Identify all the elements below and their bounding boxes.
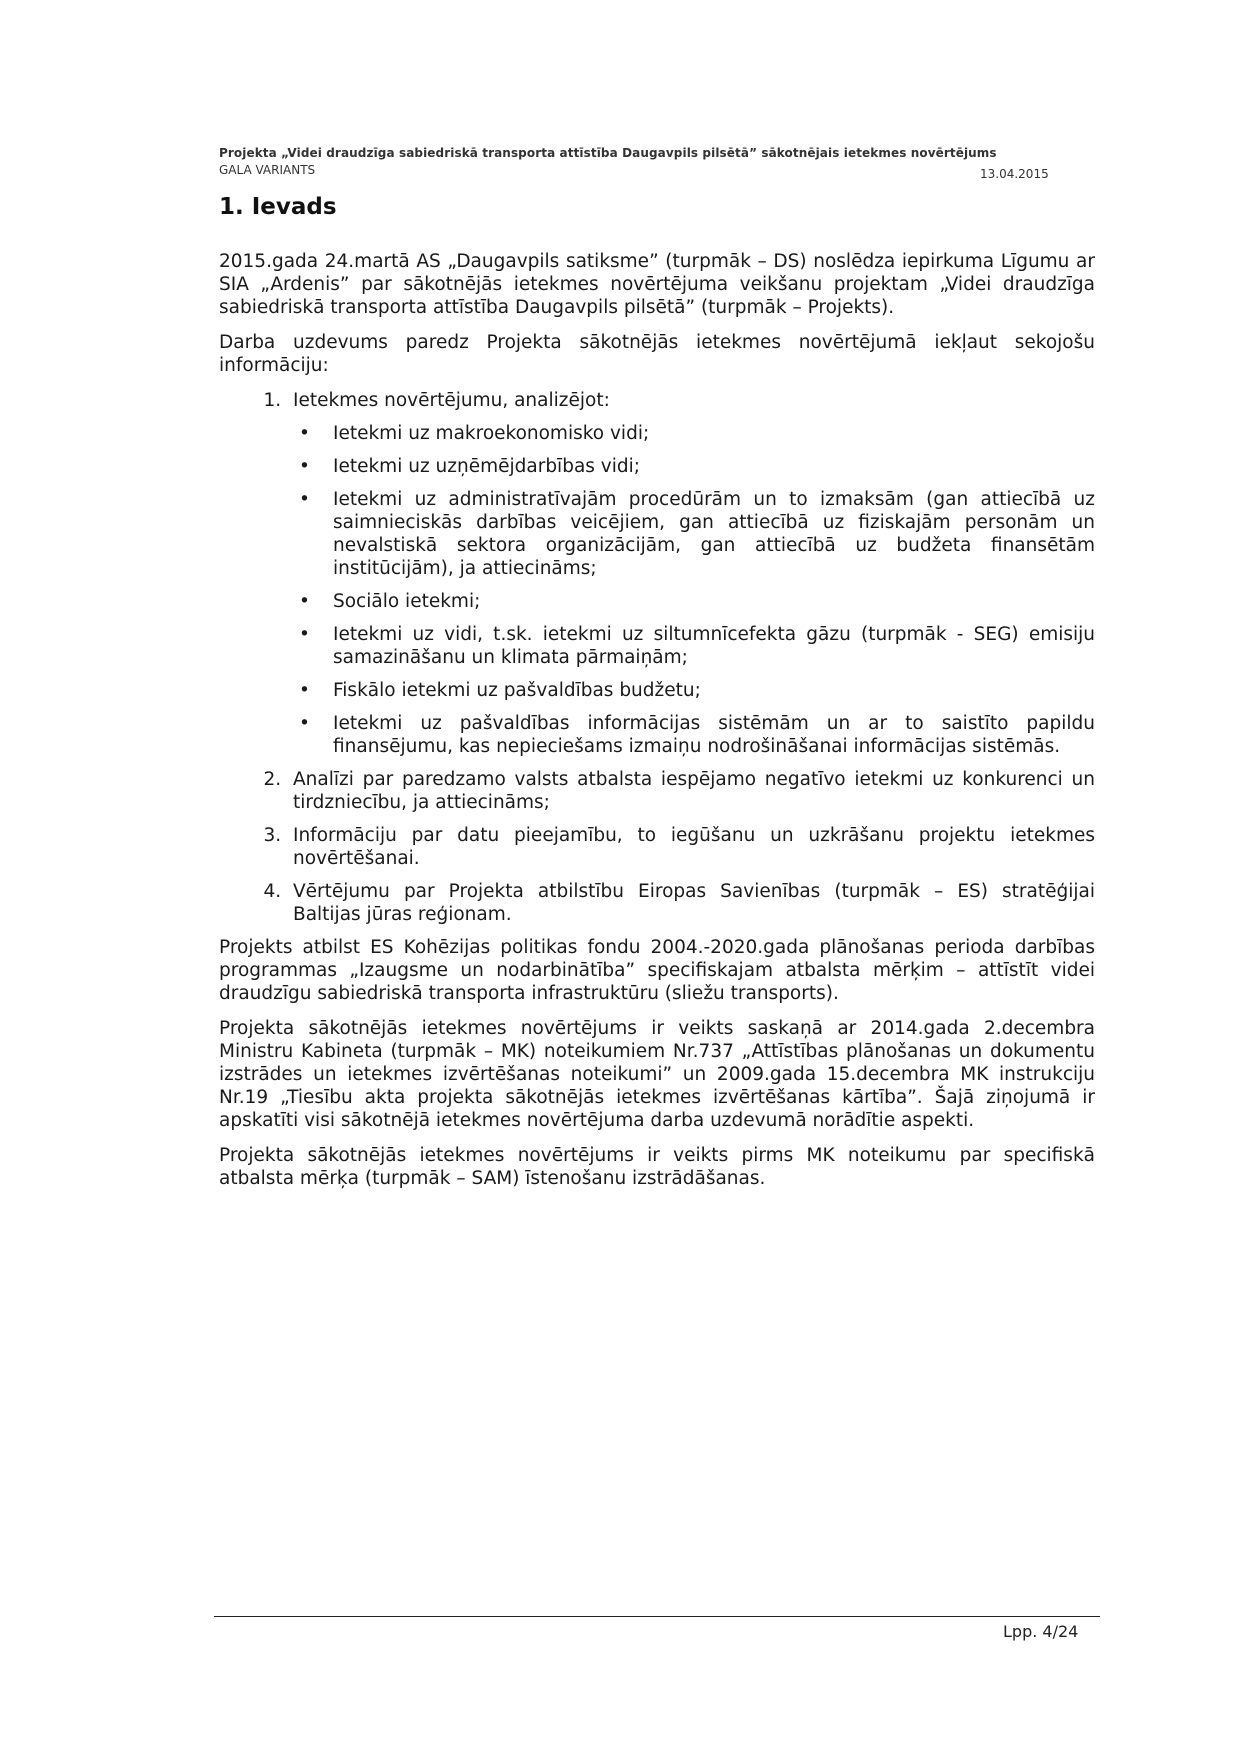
header-title: Projekta „Videi draudzīga sabiedriskā transporta attīstība Daugavpils pilsētā” sākotnējais ietekmes novērtējums bbox=[219, 146, 997, 160]
impact-sublist-item: • Sociālo ietekmi; bbox=[333, 590, 1095, 613]
impact-sublist bbox=[293, 422, 1095, 758]
impact-sublist-item: • Fiskālo ietekmi uz pašvaldības budžetu; bbox=[333, 679, 1095, 702]
impact-sublist-item: • Ietekmi uz pašvaldības informācijas sistēmām un ar to saistīto papildu finansējumu, kas nepieciešams izmaiņu nodrošināšanai informācijas sistēmās. bbox=[333, 712, 1095, 758]
task-list-item bbox=[287, 389, 1095, 758]
impact-sublist-item: • Ietekmi uz administratīvajām procedūrām un to izmaksām (gan attiecībā uz saimnieciskās darbības veicējiem, gan attiecībā uz fiziskajām personām un nevalstiskā sektora organizācijām, gan attiecībā uz budžeta finansētām institūcijām), ja attiecināms; bbox=[333, 488, 1095, 580]
section-title: 1. Ievads bbox=[219, 194, 337, 220]
header-date: 13.04.2015 bbox=[980, 167, 1049, 181]
impact-sublist-item: • Ietekmi uz vidi, t.sk. ietekmi uz siltumnīcefekta gāzu (turpmāk - SEG) emisiju samazināšanu un klimata pārmaiņām; bbox=[333, 623, 1095, 669]
paragraph-task: Darba uzdevums paredz Projekta sākotnējās ietekmes novērtējumā iekļaut sekojošu informāciju: bbox=[219, 332, 1095, 376]
document-body bbox=[219, 250, 1095, 1202]
header-variant: GALA VARIANTS bbox=[219, 163, 316, 177]
task-list-item: 4. Vērtējumu par Projekta atbilstību Eiropas Savienības (turpmāk – ES) stratēģijai Baltijas jūras reģionam. bbox=[287, 880, 1095, 926]
task-list-item-text: Ietekmes novērtējumu, analizējot: bbox=[293, 390, 610, 411]
task-list bbox=[219, 389, 1095, 926]
page-number: Lpp. 4/24 bbox=[1003, 1622, 1079, 1641]
paragraph-regulation: Projekta sākotnējās ietekmes novērtējums ir veikts saskaņā ar 2014.gada 2.decembra Ministru Kabineta (turpmāk – MK) noteikumiem Nr.737 „Attīstības plānošanas un dokumentu izstrādes un ietekmes izvērtēšanas noteikumi” un 2009.gada 15.decembra MK instrukciju Nr.19 „Tiesību akta projekta sākotnējās ietekmes izvērtēšanas kārtība”. Šajā ziņojumā ir apskatīti visi sākotnējā ietekmes novērtējuma darba uzdevumā norādītie aspekti. bbox=[219, 1018, 1095, 1131]
task-list-item: 3. Informāciju par datu pieejamību, to iegūšanu un uzkrāšanu projektu ietekmes novērtēšanai. bbox=[287, 824, 1095, 870]
footer-divider bbox=[214, 1616, 1100, 1617]
task-list-item: 2. Analīzi par paredzamo valsts atbalsta iespējamo negatīvo ietekmi uz konkurenci un tirdzniecību, ja attiecināms; bbox=[287, 768, 1095, 814]
paragraph-compliance: Projekts atbilst ES Kohēzijas politikas fondu 2004.-2020.gada plānošanas perioda darbības programmas „Izaugsme un nodarbinātība” specifiskajam atbalsta mērķim – attīstīt videi draudzīgu sabiedriskā transporta infrastruktūru (sliežu transports). bbox=[219, 937, 1095, 1004]
impact-sublist-item: • Ietekmi uz uzņēmējdarbības vidi; bbox=[333, 455, 1095, 478]
impact-sublist-item: • Ietekmi uz makroekonomisko vidi; bbox=[333, 422, 1095, 445]
paragraph-intro: 2015.gada 24.martā AS „Daugavpils satiksme” (turpmāk – DS) noslēdza iepirkuma Līgumu ar SIA „Ardenis” par sākotnējās ietekmes novērtējuma veikšanu projektam „Videi draudzīga sabiedriskā transporta attīstība Daugavpils pilsētā” (turpmāk – Projekts). bbox=[219, 251, 1095, 318]
paragraph-sam: Projekta sākotnējās ietekmes novērtējums ir veikts pirms MK noteikumu par specifiskā atbalsta mērķa (turpmāk – SAM) īstenošanu izstrādāšanas. bbox=[219, 1145, 1095, 1189]
